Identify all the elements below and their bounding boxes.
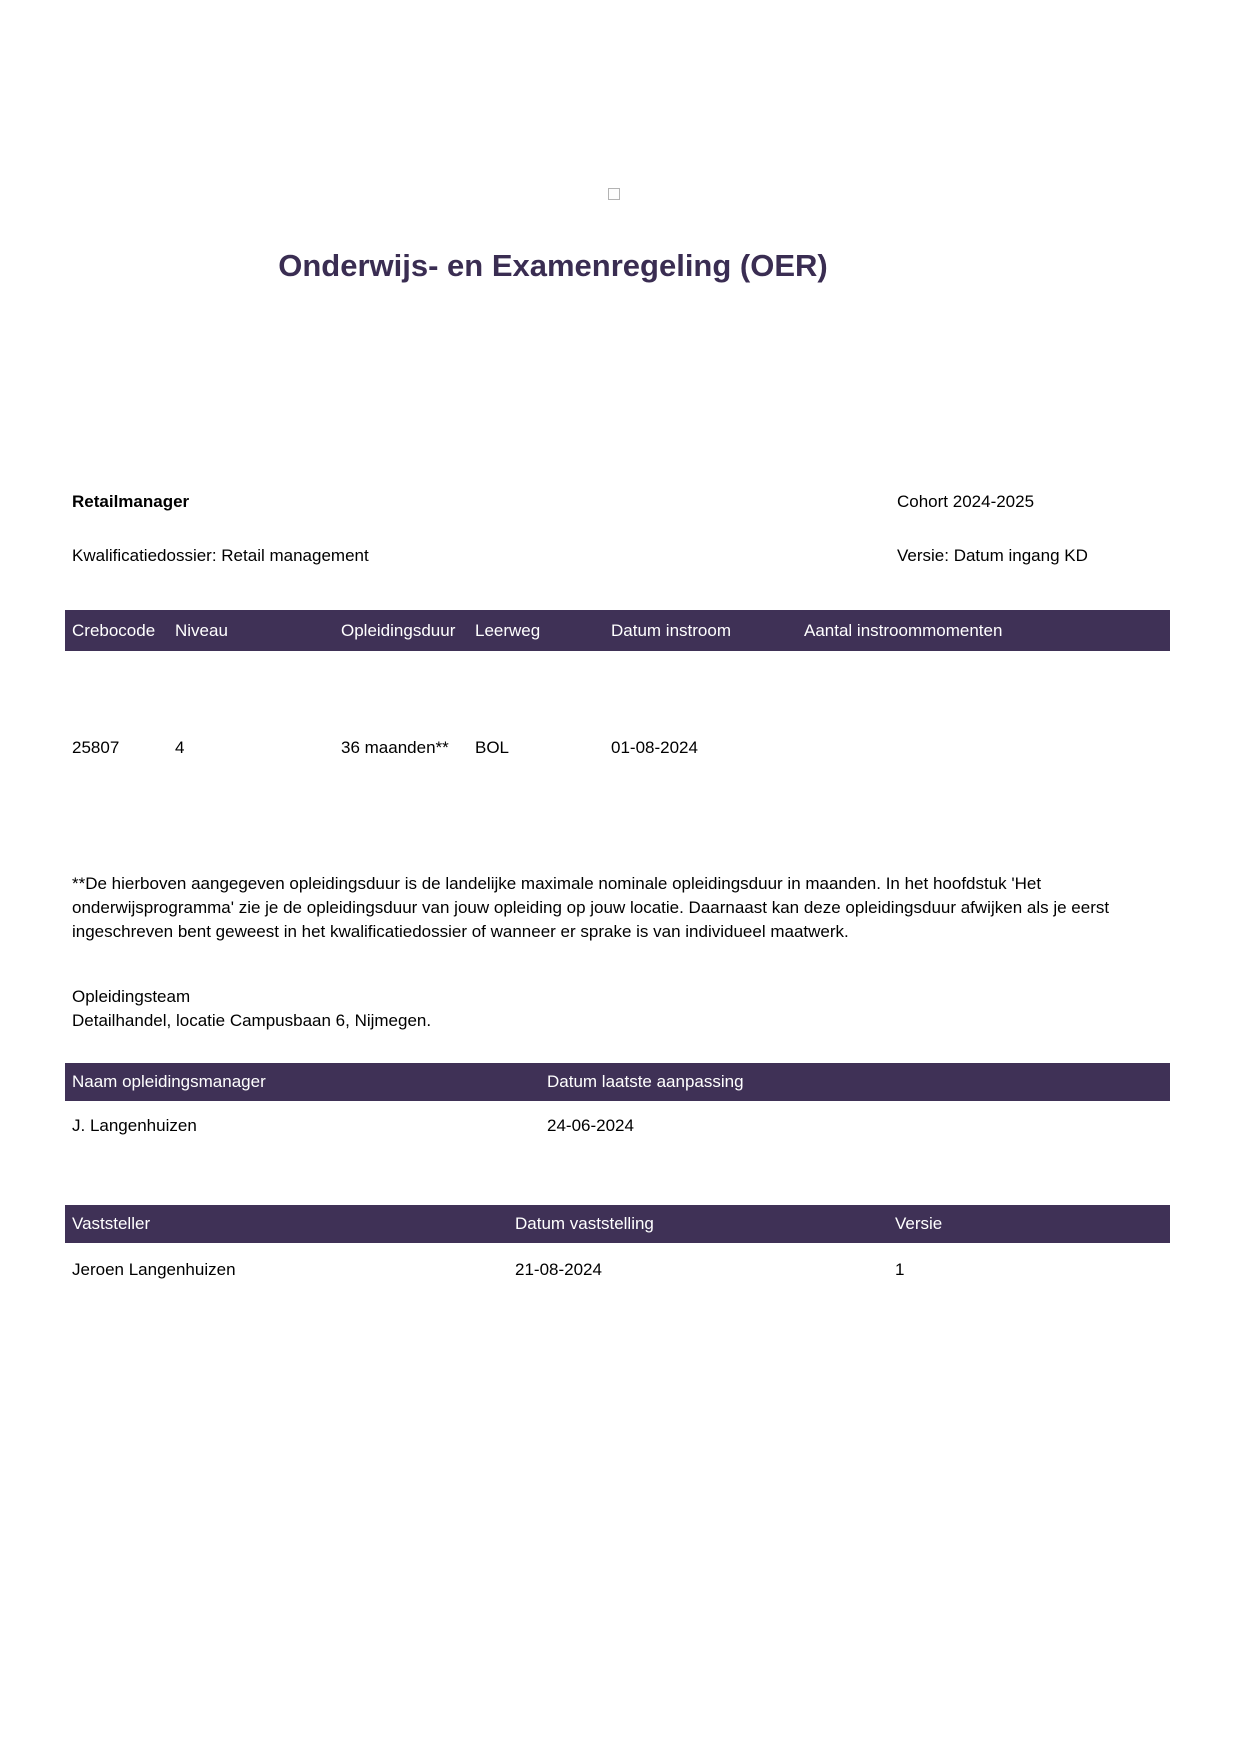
column-header: Crebocode xyxy=(72,620,156,640)
table-cell-crebocode: 25807 xyxy=(72,738,120,757)
team-label: Opleidingsteam xyxy=(72,987,191,1006)
broken-image-icon xyxy=(608,188,620,200)
table-cell-manager-name: J. Langenhuizen xyxy=(72,1116,197,1135)
manager-table-header xyxy=(65,1063,1170,1101)
program-name: Retailmanager xyxy=(72,492,190,511)
team-block xyxy=(72,985,1170,1033)
column-header: Datum instroom xyxy=(611,620,731,640)
table-cell-leerweg: BOL xyxy=(475,738,510,757)
table-cell-datum-instroom: 01-08-2024 xyxy=(611,738,698,757)
version-label: Versie: Datum ingang KD xyxy=(897,546,1088,565)
team-detail: Detailhandel, locatie Campusbaan 6, Nijmegen. xyxy=(72,1011,432,1030)
table-cell-opleidingsduur: 36 maanden** xyxy=(341,738,449,757)
table-row xyxy=(65,1116,1170,1136)
approval-table xyxy=(65,1205,1170,1279)
program-table xyxy=(65,610,1170,757)
page-title: Onderwijs- en Examenregeling (OER) xyxy=(278,247,828,283)
manager-table xyxy=(65,1063,1170,1135)
table-cell-datum-vaststelling: 21-08-2024 xyxy=(515,1260,602,1279)
table-row xyxy=(65,1260,1170,1280)
table-cell-niveau: 4 xyxy=(175,738,185,757)
column-header: Vaststeller xyxy=(72,1214,151,1233)
column-header: Aantal instroommomenten xyxy=(804,620,1003,640)
cohort-label: Cohort 2024-2025 xyxy=(897,492,1035,511)
table-cell-vaststeller: Jeroen Langenhuizen xyxy=(72,1260,236,1279)
column-header: Datum laatste aanpassing xyxy=(547,1072,744,1091)
approval-table-header xyxy=(65,1205,1170,1243)
column-header: Niveau xyxy=(175,620,228,640)
program-table-header xyxy=(65,610,1170,651)
column-header: Versie xyxy=(895,1214,943,1233)
table-cell-versie: 1 xyxy=(895,1260,905,1279)
column-header: Opleidingsduur xyxy=(341,620,456,640)
qualification-label: Kwalificatiedossier: Retail management xyxy=(72,546,369,565)
table-cell-last-updated: 24-06-2024 xyxy=(547,1116,634,1135)
table-row xyxy=(65,738,1170,758)
column-header: Leerweg xyxy=(475,620,541,640)
column-header: Naam opleidingsmanager xyxy=(72,1072,266,1091)
program-info-row xyxy=(0,492,1240,514)
qualification-info-row xyxy=(0,546,1240,568)
column-header: Datum vaststelling xyxy=(515,1214,654,1233)
duration-note: **De hierboven aangegeven opleidingsduur is de landelijke maximale nominale opleidingsduur in maanden. In het hoofdstuk 'Het onderwijsprogramma' zie je de opleidingsduur van jouw opleiding op jouw locatie. Daarnaast kan deze opleidingsduur afwijken als je eerst ingeschreven bent geweest in het kwalificatiedossier of wanneer er sprake is van individueel maatwerk. xyxy=(72,874,1110,941)
